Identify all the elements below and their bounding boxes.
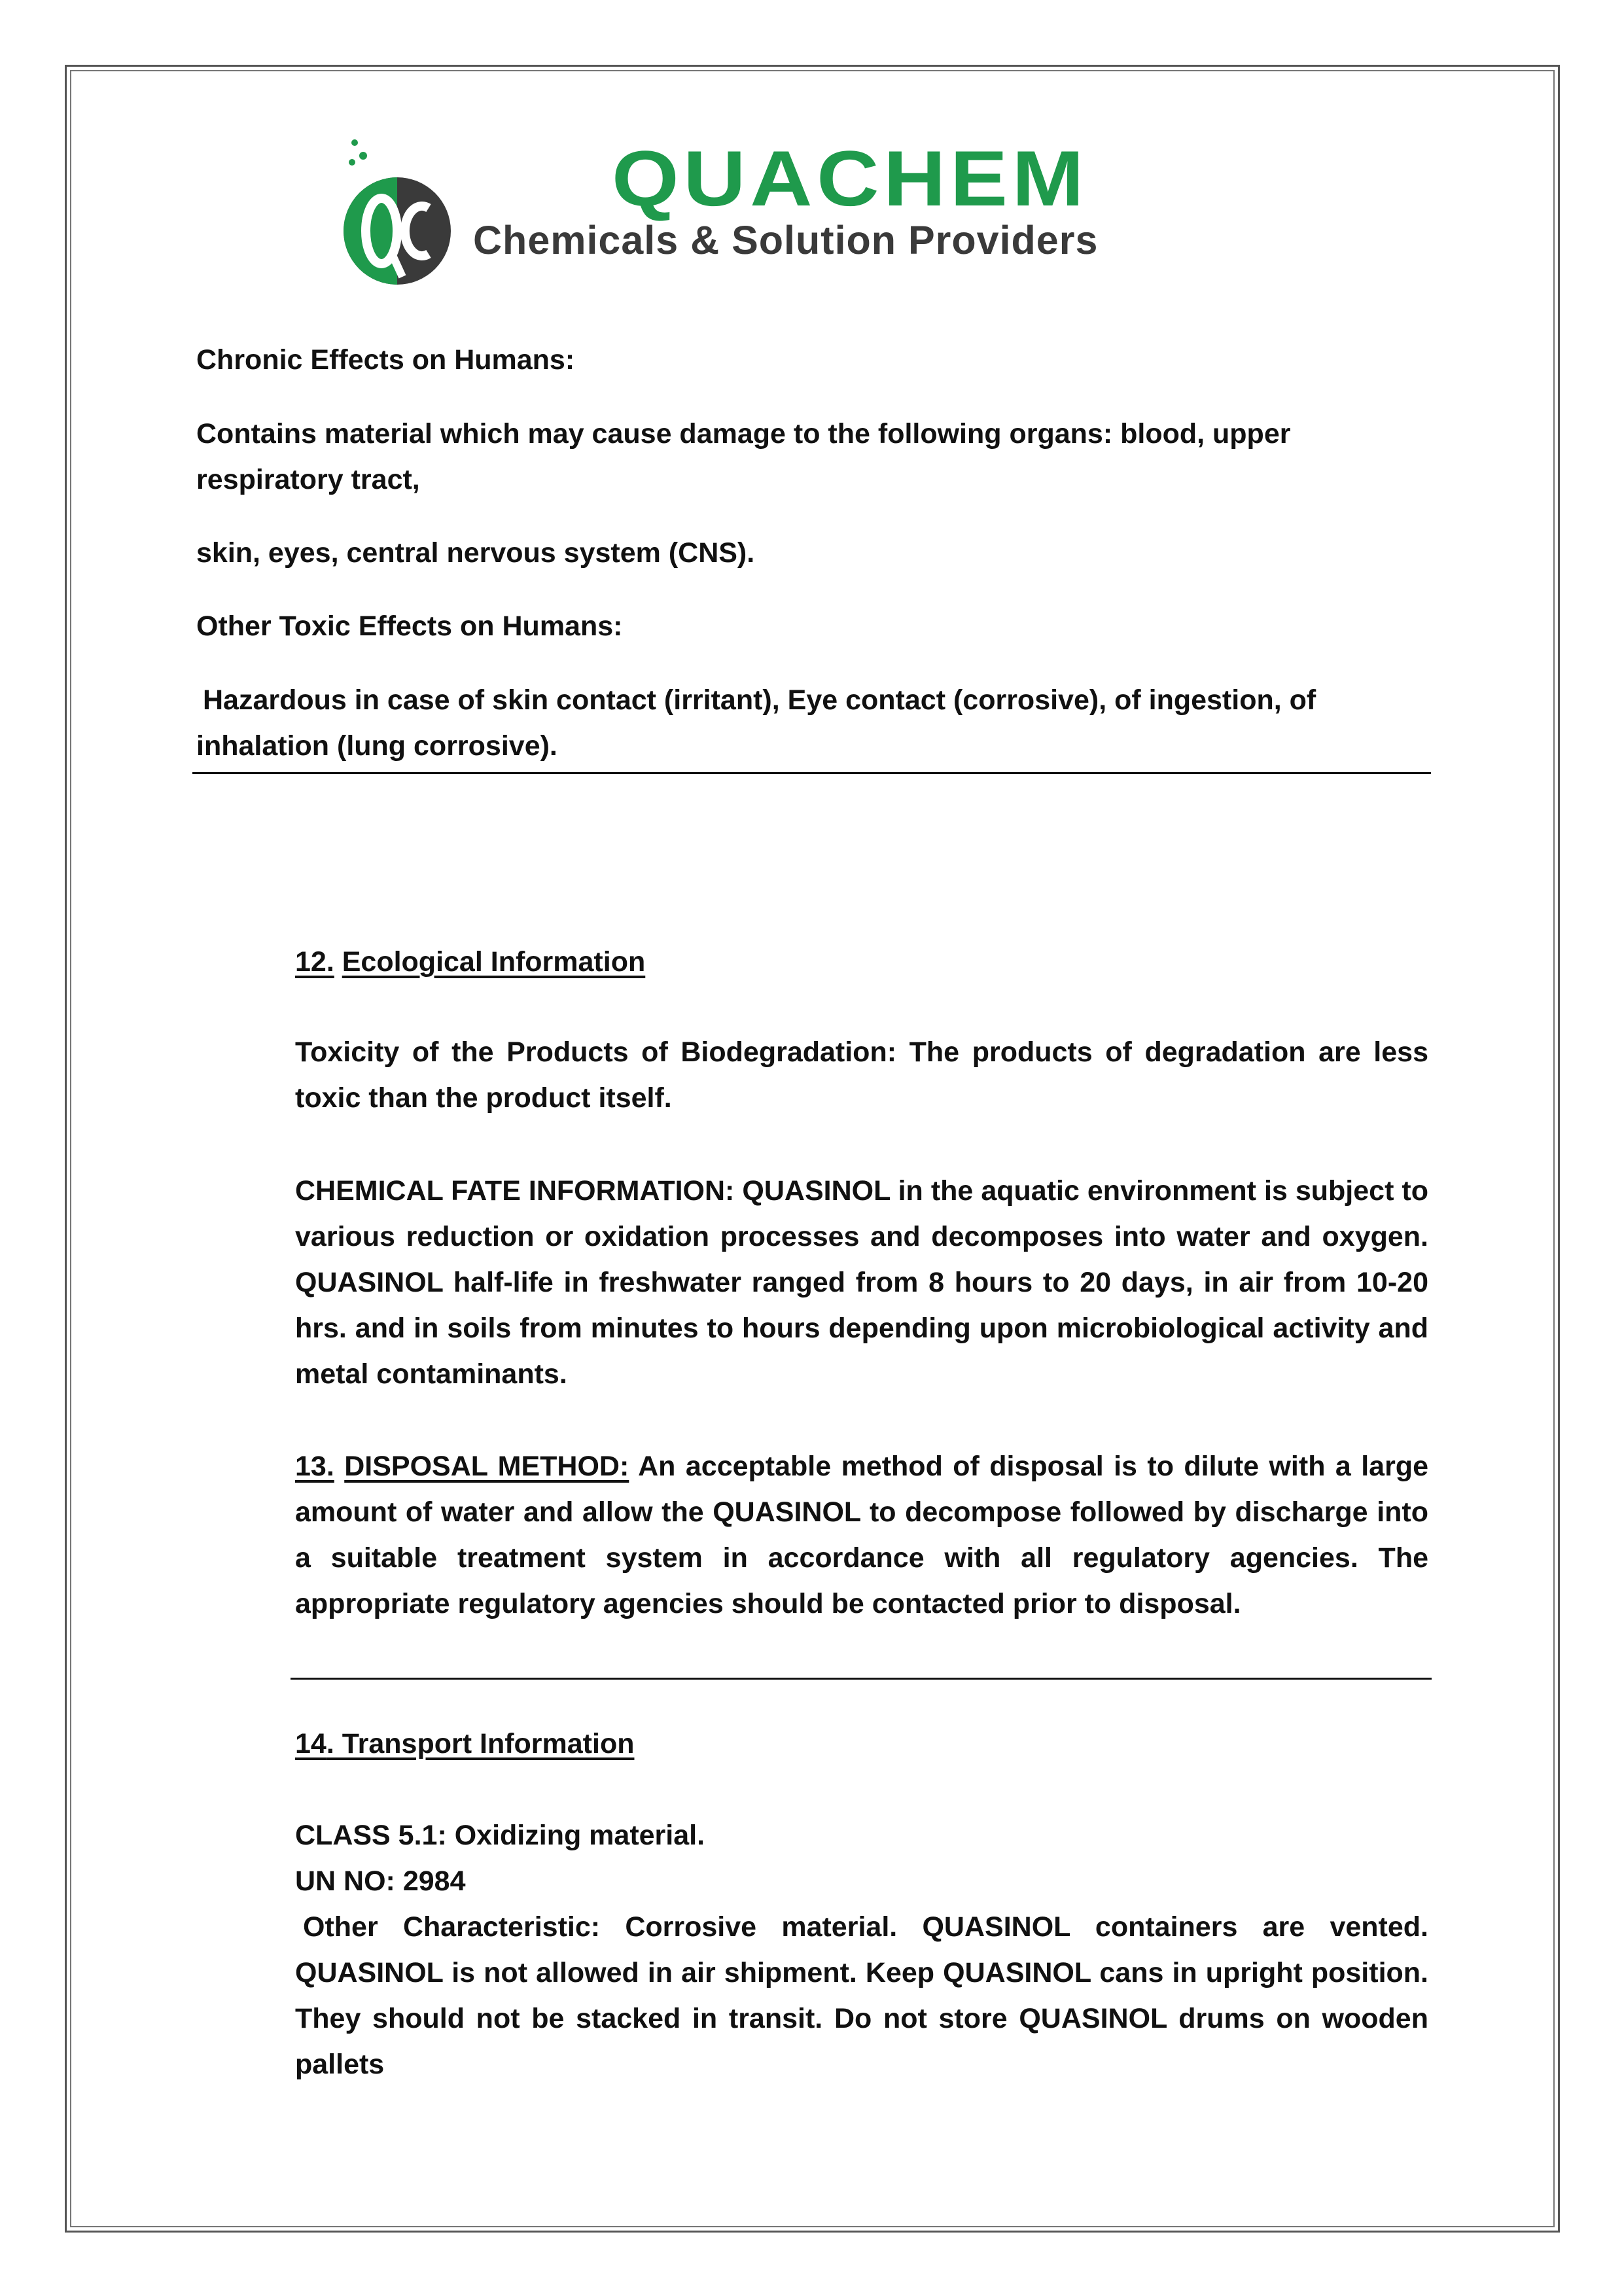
section-14-heading (295, 1721, 1428, 1767)
section-12-title: Ecological Information (342, 946, 646, 978)
quachem-logo-icon (337, 136, 455, 287)
section-14-number: 14 (295, 1728, 327, 1759)
chronic-effects-heading: Chronic Effects on Humans: (196, 344, 575, 376)
chronic-effects-text-continued: skin, eyes, central nervous system (CNS). (196, 537, 755, 569)
section-13-title: DISPOSAL METHOD: (344, 1451, 629, 1482)
other-toxic-effects-text: Hazardous in case of skin contact (irritant), Eye contact (corrosive), of ingestion, of inhalation (lung corrosive). (196, 684, 1316, 762)
brand-tagline: Chemicals & Solution Providers (473, 218, 1099, 262)
section-13-number: 13. (295, 1451, 334, 1482)
section-divider (192, 772, 1431, 774)
section-14-title: . Transport Information (326, 1728, 635, 1759)
other-toxic-effects-heading: Other Toxic Effects on Humans: (196, 610, 623, 642)
chronic-effects-text: Contains material which may cause damage to the following organs: blood, upper respiratory tract, (196, 418, 1291, 495)
section-12-heading (295, 939, 1428, 985)
transport-class: CLASS 5.1: Oxidizing material. (295, 1820, 705, 1851)
transport-other-characteristic: Other Characteristic: Corrosive material. QUASINOL containers are vented. QUASINOL is not allowed in air shipment. Keep QUASINOL cans in upright position. They should not be stacked in transit. Do not store QUASINOL drums on wooden pallets (295, 1911, 1428, 2080)
transport-un-number: UN NO: 2984 (295, 1865, 466, 1897)
biodegradation-text: Toxicity of the Products of Biodegradation: The products of degradation are less toxic than the product itself. (295, 1036, 1428, 1114)
section-12-number: 12. (295, 946, 334, 978)
section-13-paragraph (295, 1443, 1428, 1627)
section-divider-2 (291, 1678, 1432, 1680)
chemical-fate-text: CHEMICAL FATE INFORMATION: QUASINOL in the aquatic environment is subject to various reduction or oxidation processes and decomposes into water and oxygen. QUASINOL half-life in freshwater ranged from 8 hours to 20 days, in air from 10-20 hrs. and in soils from minutes to hours depending upon microbiological activity and metal contaminants. (295, 1175, 1428, 1390)
disposal-method-text: An acceptable method of disposal is to dilute with a large amount of water and allow the QUASINOL to decompose followed by discharge into a suitable treatment system in accordance with all regulatory agencies. The appropriate regulatory agencies should be contacted prior to disposal. (295, 1451, 1428, 1619)
brand-name: QUACHEM (612, 135, 1089, 222)
